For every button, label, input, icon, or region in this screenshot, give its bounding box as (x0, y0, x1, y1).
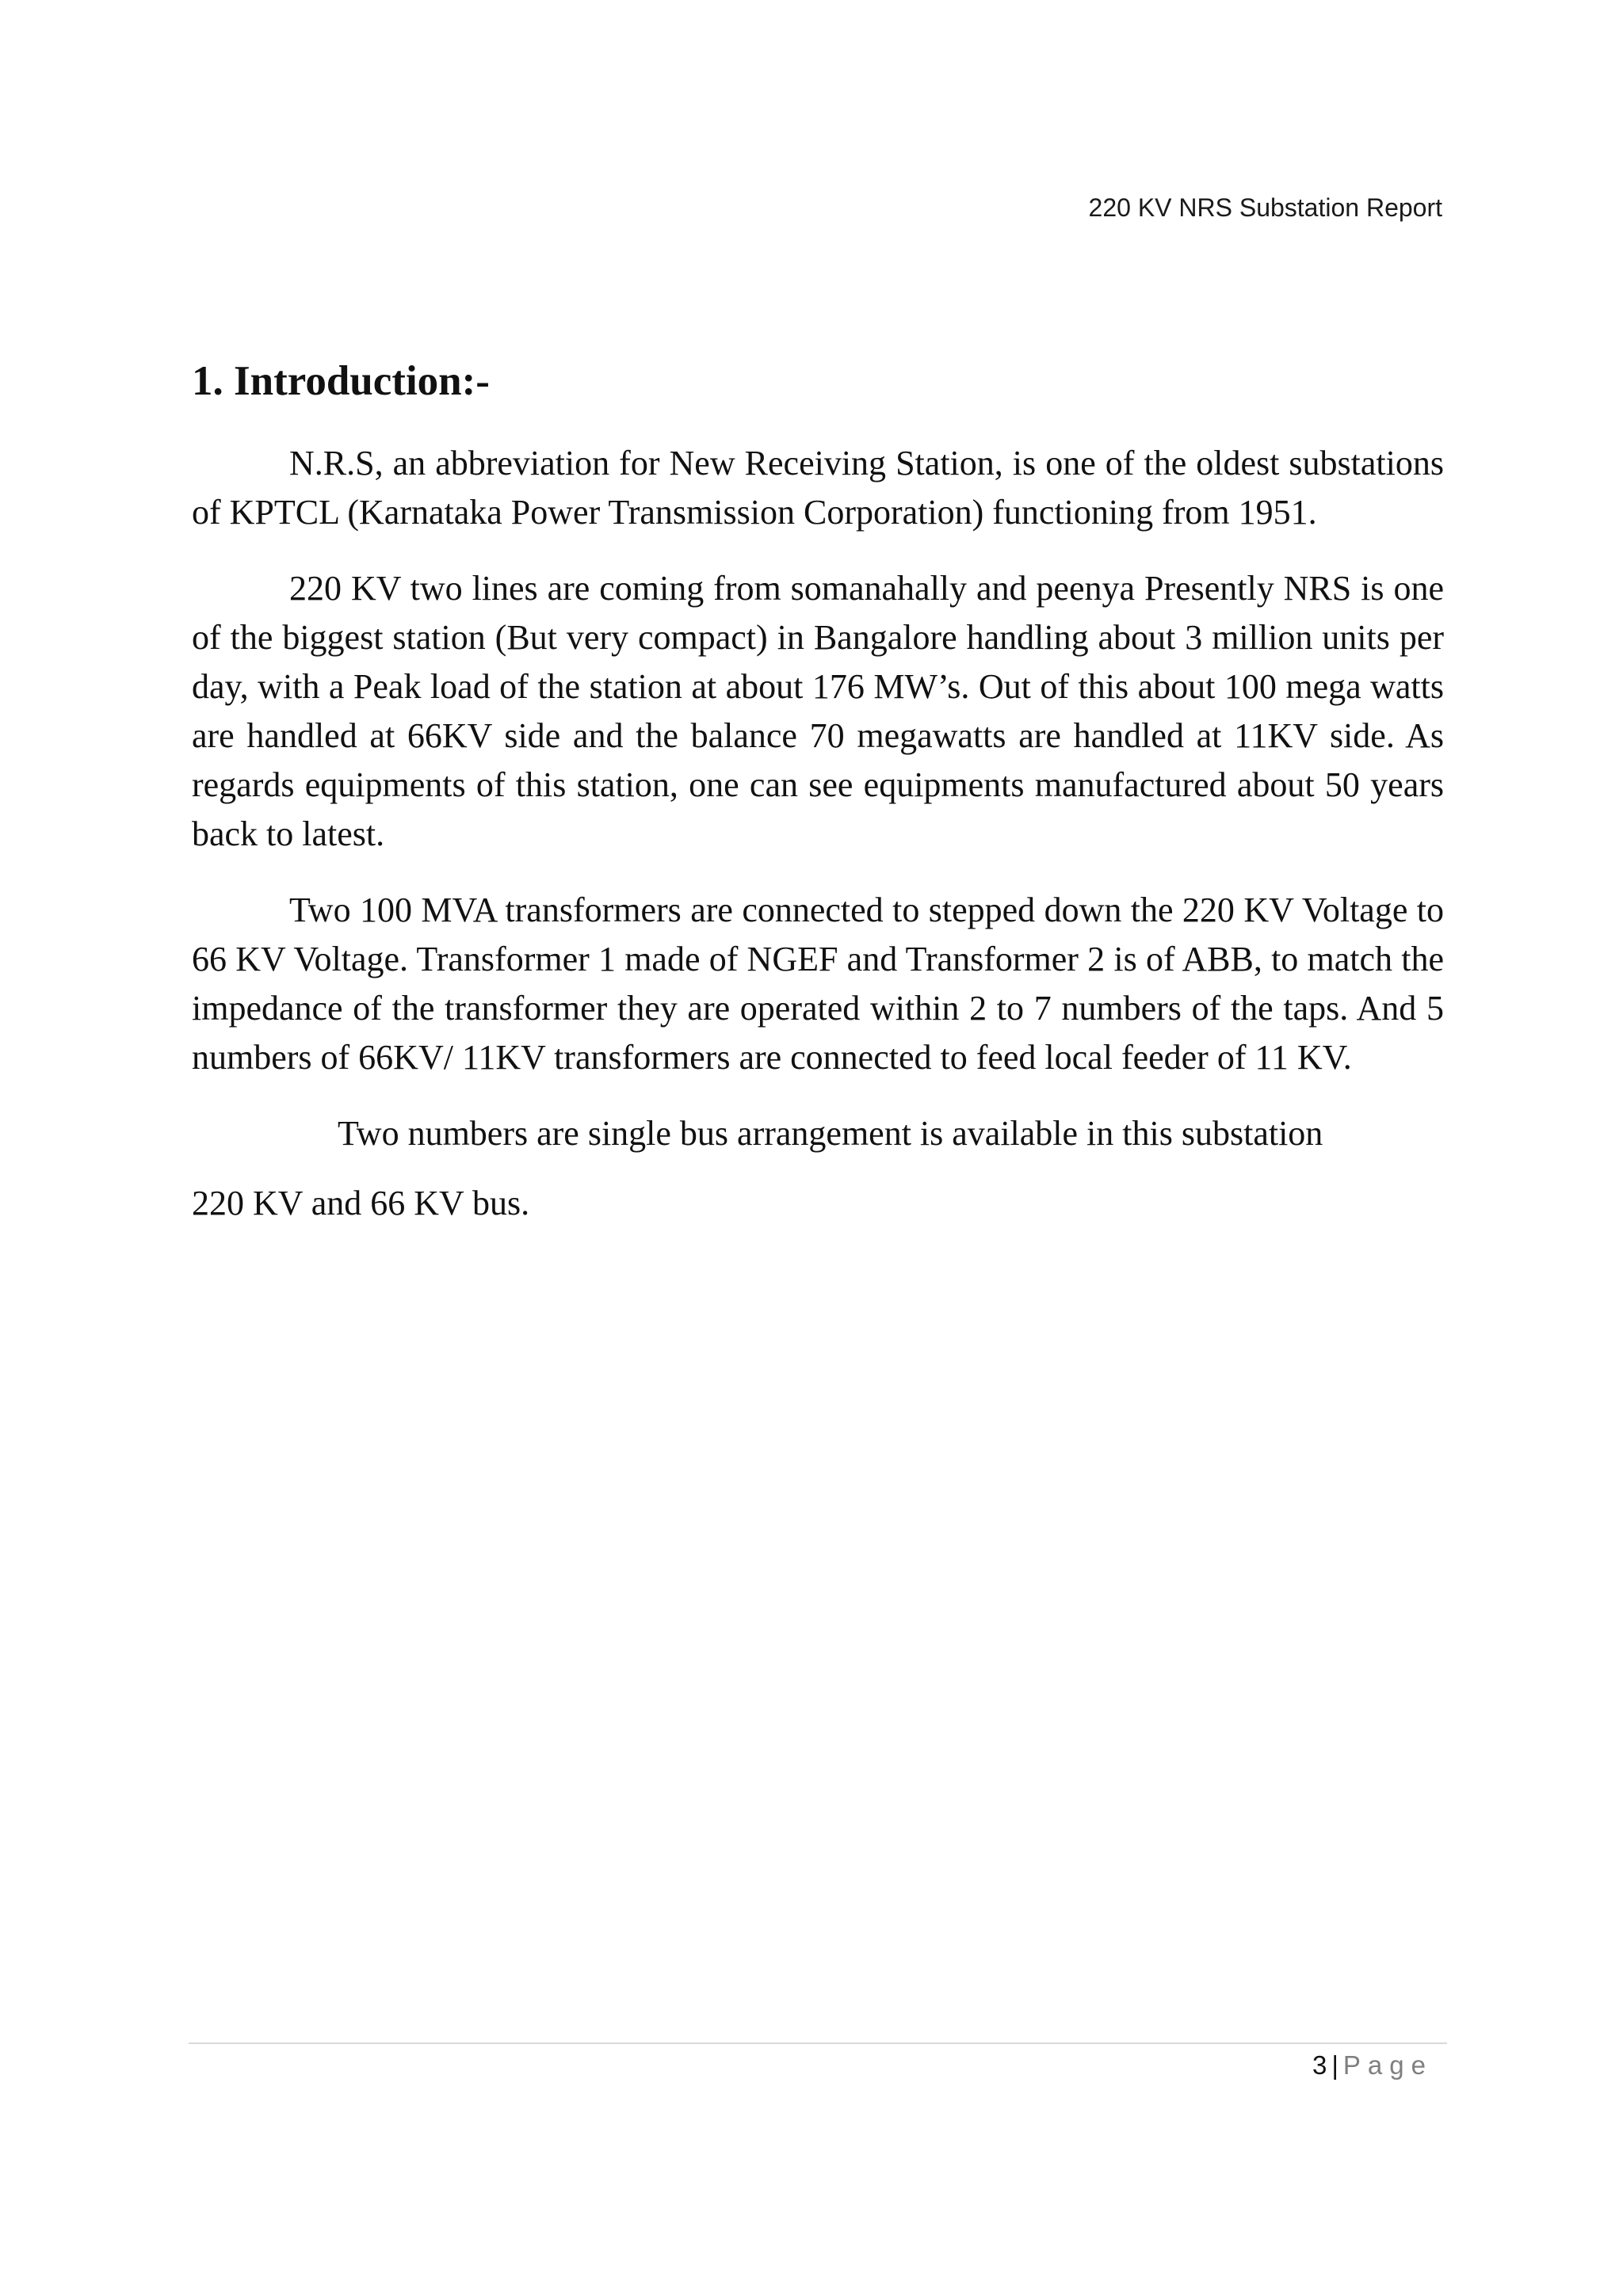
paragraph-2: 220 KV two lines are coming from somanahally and peenya Presently NRS is one of the biggest station (But very compact) in Bangalore handling about 3 million units per day, with a Peak load of the station at about 176 MW’s. Out of this about 100 mega watts are handled at 66KV side and the balance 70 megawatts are handled at 11KV side. As regards equipments of this station, one can see equipments manufactured about 50 years back to latest. (192, 568, 1444, 853)
page-number: 3 (1312, 2050, 1327, 2080)
paragraph-3: Two 100 MVA transformers are connected to stepped down the 220 KV Voltage to 66 KV Voltage. Transformer 1 made of NGEF and Transformer 2 is of ABB, to match the impedance of the transformer they are operated within 2 to 7 numbers of the taps. And 5 numbers of 66KV/ 11KV transformers are connected to feed local feeder of 11 KV. (192, 890, 1444, 1077)
page-footer (1312, 2050, 1433, 2081)
page-body (192, 357, 1444, 1255)
paragraph-5: 220 KV and 66 KV bus. (192, 1183, 530, 1222)
section-heading: 1. Introduction:- (192, 358, 490, 404)
page-label: Page (1342, 2050, 1433, 2080)
paragraph-1: N.R.S, an abbreviation for New Receiving Station, is one of the oldest substations of KPTCL (Karnataka Power Transmission Corporation) functioning from 1951. (192, 443, 1444, 532)
running-header: 220 KV NRS Substation Report (1088, 193, 1442, 222)
footer-divider (189, 2042, 1447, 2044)
footer-separator: | (1331, 2050, 1338, 2080)
paragraph-4: Two numbers are single bus arrangement is available in this substation (338, 1113, 1323, 1153)
